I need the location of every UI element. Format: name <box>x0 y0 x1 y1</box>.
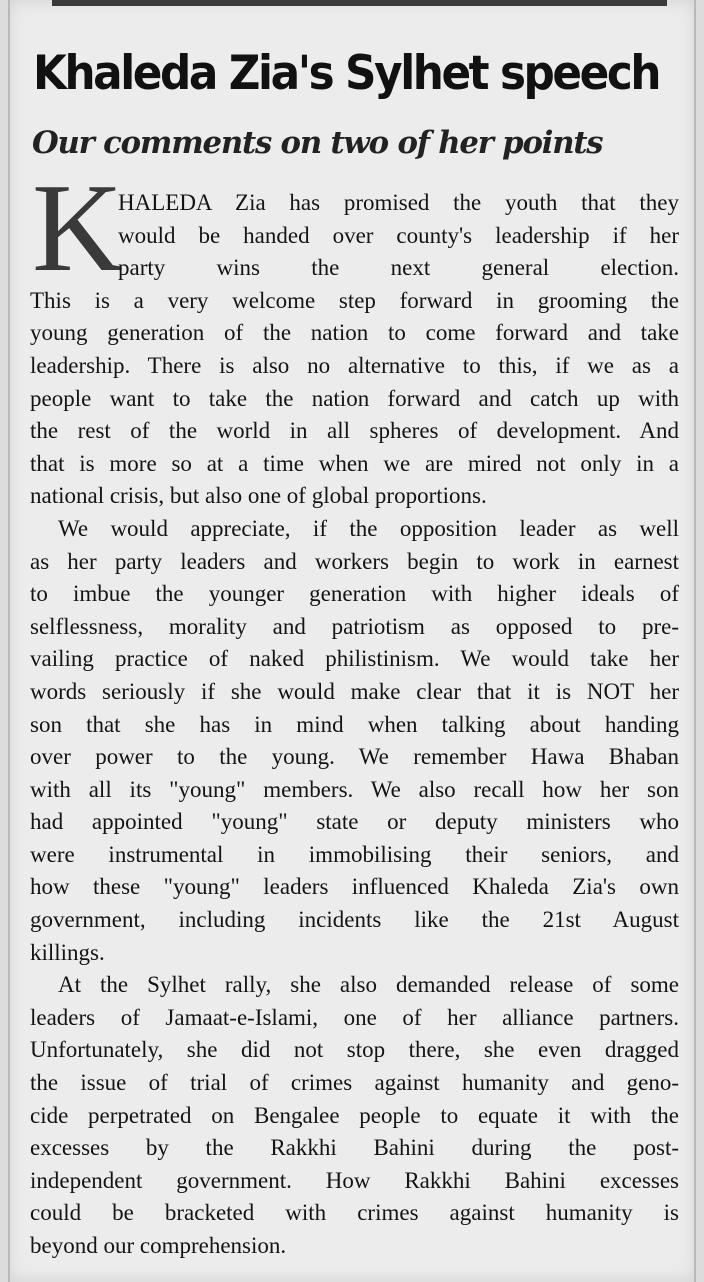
body-line-21: were instrumental in immobilising their seniors, and <box>30 841 679 867</box>
body-line-4: This is a very welcome step forward in grooming the <box>30 287 679 313</box>
body-line-25: At the Sylhet rally, she also demanded release of some <box>58 972 679 998</box>
body-line-5: young generation of the nation to come forward and take <box>30 320 679 346</box>
body-line-28: the issue of trial of crimes against humanity and geno- <box>30 1070 679 1096</box>
top-rule <box>52 0 667 6</box>
left-border <box>8 0 10 1282</box>
body-line-31: independent government. How Rakkhi Bahini excesses <box>30 1167 679 1193</box>
body-line-11: We would appreciate, if the opposition leader as well <box>58 515 679 541</box>
body-line-24: killings. <box>30 939 105 965</box>
body-line-30: excesses by the Rakkhi Bahini during the post- <box>30 1135 679 1161</box>
body-line-32: could be bracketed with crimes against humanity is <box>30 1200 679 1226</box>
body-line-13: to imbue the younger generation with higher ideals of <box>30 581 679 607</box>
headline: Khaleda Zia's Sylhet speech <box>33 46 660 101</box>
body-line-18: over power to the young. We remember Hawa Bhaban <box>30 744 679 770</box>
body-line-9: that is more so at a time when we are mired not only in a <box>30 450 679 476</box>
body-line-16: words seriously if she would make clear that it is NOT her <box>30 678 679 704</box>
subheadline: Our comments on two of her points <box>32 125 603 161</box>
body-line-12: as her party leaders and workers begin to work in earnest <box>30 548 679 574</box>
body-line-6: leadership. There is also no alternative to this, if we as a <box>30 352 679 378</box>
drop-cap: K <box>32 159 123 298</box>
body-line-17: son that she has in mind when talking about handing <box>30 711 679 737</box>
body-line-22: how these "young" leaders influenced Khaleda Zia's own <box>30 874 679 900</box>
body-line-10: national crisis, but also one of global proportions. <box>30 483 487 509</box>
right-border <box>694 0 696 1282</box>
body-line-14: selflessness, morality and patriotism as opposed to pre- <box>30 613 679 639</box>
body-line-20: had appointed "young" state or deputy ministers who <box>30 809 679 835</box>
body-line-29: cide perpetrated on Bengalee people to equate it with the <box>30 1102 679 1128</box>
body-line-3: party wins the next general election. <box>118 255 679 281</box>
article-body <box>30 187 679 1263</box>
body-line-23: government, including incidents like the 21st August <box>30 907 679 933</box>
body-line-7: people want to take the nation forward and catch up with <box>30 385 679 411</box>
body-line-15: vailing practice of naked philistinism. We would take her <box>30 646 679 672</box>
body-line-1: HALEDA Zia has promised the youth that they <box>118 190 679 215</box>
body-line-8: the rest of the world in all spheres of development. And <box>30 418 679 444</box>
body-line-26: leaders of Jamaat-e-Islami, one of her alliance partners. <box>30 1004 679 1030</box>
body-line-27: Unfortunately, she did not stop there, she even dragged <box>30 1037 679 1063</box>
body-line-33: beyond our comprehension. <box>30 1233 287 1258</box>
body-line-19: with all its "young" members. We also recall how her son <box>30 776 679 802</box>
body-line-2: would be handed over county's leadership if her <box>118 222 679 248</box>
newspaper-page <box>8 0 696 1282</box>
